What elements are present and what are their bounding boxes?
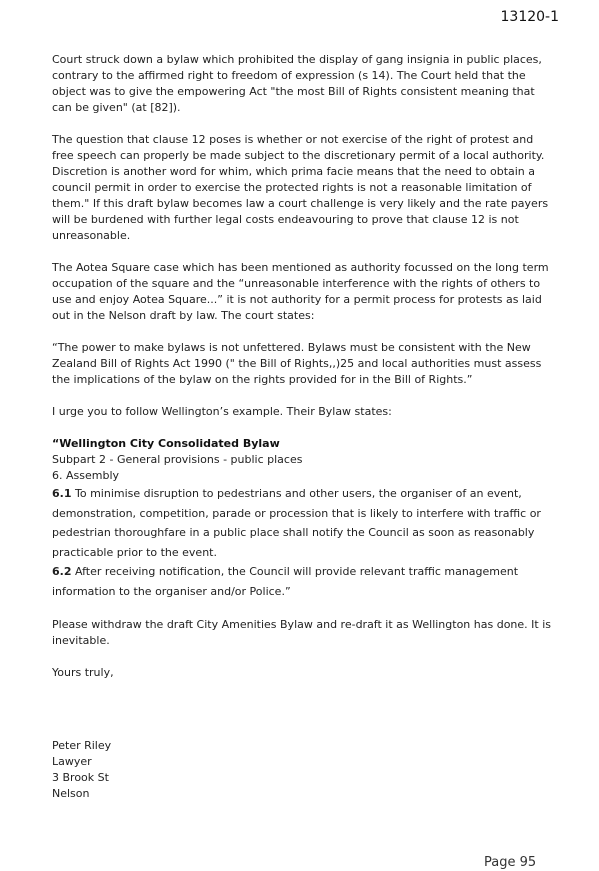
signer-address-city: Nelson (52, 787, 90, 800)
clause-6-1-text: To minimise disruption to pedestrians and other users, the organiser of an event, demonstration, competition, parade or procession that is likely to interfere with traffic or pedestrian thoroughfare in a public place shall notify the Council as soon as reasonably practicable prior to the event. (52, 487, 541, 559)
signoff: Yours truly, (52, 666, 114, 679)
signature-block (52, 738, 352, 802)
wellington-bylaw-heading: “Wellington City Consolidated Bylaw (52, 437, 280, 450)
wellington-subpart: Subpart 2 - General provisions - public places (52, 453, 303, 466)
page-number: Page 95 (484, 855, 537, 870)
paragraph-aotea-square: The Aotea Square case which has been mentioned as authority focussed on the long term occupation of the square and the “unreasonable interference with the rights of others to use and enjoy Aotea Square...” it is not authority for a permit process for protests as laid out in the Nelson draft by law. The court states: (52, 261, 549, 322)
clause-6-1 (52, 484, 552, 562)
clause-6-2-text: After receiving notification, the Council will provide relevant traffic management information to the organiser and/or Police.” (52, 565, 519, 598)
paragraph-request: Please withdraw the draft City Amenities Bylaw and re-draft it as Wellington has done. It is inevitable. (52, 618, 551, 647)
paragraph-urge: I urge you to follow Wellington’s example. Their Bylaw states: (52, 405, 392, 418)
paragraph-court-quote: “The power to make bylaws is not unfettered. Bylaws must be consistent with the New Zealand Bill of Rights Act 1990 (" the Bill of Rights,,)25 and local authorities must assess the implications of the bylaw on the rights provided for in the Bill of Rights.” (52, 341, 542, 386)
clause-6-1-number: 6.1 (52, 487, 72, 500)
clause-6-2 (52, 562, 552, 601)
paragraph-clause-12: The question that clause 12 poses is whether or not exercise of the right of protest and free speech can properly be made subject to the discretionary permit of a local authority. Discretion is another word for whim, which prima facie means that the need to obtain a council permit in order to exercise the protected rights is not a reasonable limitation of them." If this draft bylaw becomes law a court challenge is very likely and the rate payers will be burdened with further legal costs endeavouring to prove that clause 12 is not unreasonable. (52, 133, 549, 242)
wellington-section: 6. Assembly (52, 469, 120, 482)
paragraph-gang-insignia: Court struck down a bylaw which prohibited the display of gang insignia in public places, contrary to the affirmed right to freedom of expression (s 14). The Court held that the object was to give the empowering Act "the most Bill of Rights consistent meaning that can be given" (at [82]). (52, 53, 542, 114)
wellington-bylaw-quote (52, 436, 552, 601)
signer-address-street: 3 Brook St (52, 771, 109, 784)
signer-name: Peter Riley (52, 739, 112, 752)
letter-body (52, 52, 552, 697)
signer-title: Lawyer (52, 755, 92, 768)
clause-6-2-number: 6.2 (52, 565, 72, 578)
document-id: 13120-1 (500, 9, 559, 25)
